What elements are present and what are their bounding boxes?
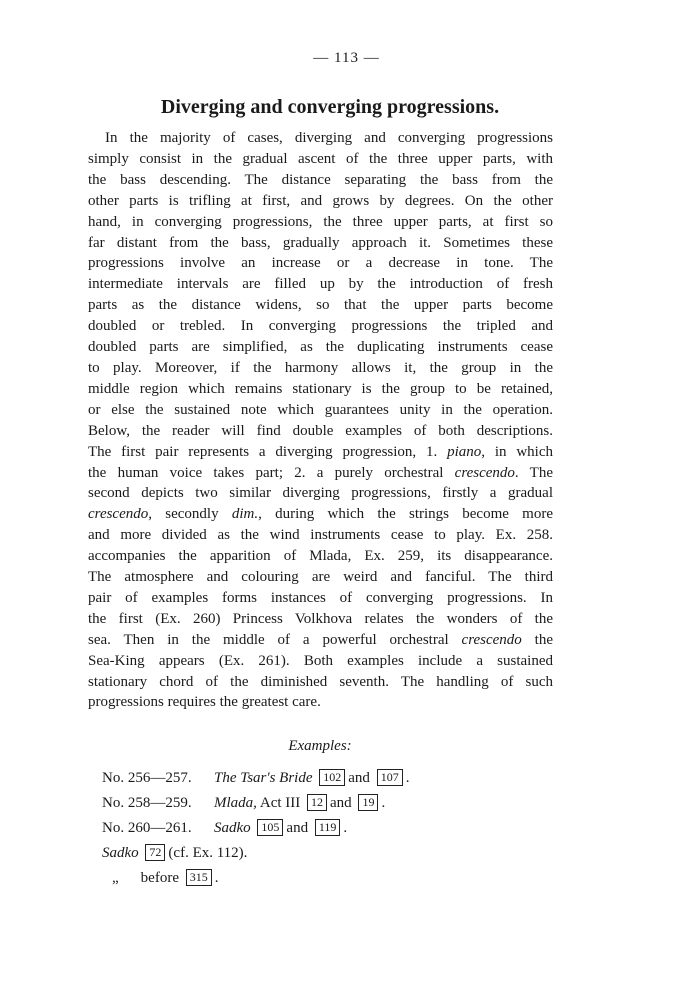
act-label: Act III — [259, 795, 301, 811]
text-line: Below, the reader will find double examples of both descriptions. — [88, 422, 553, 439]
text-line: the bass descending. The distance separating the bass from the — [88, 171, 553, 188]
text-line: or else the sustained note which guarantees unity in the operation. — [88, 401, 553, 418]
text-line: stationary chord of the diminished seventh. The handling of such — [88, 673, 553, 690]
text-line: sea. Then in the middle of a powerful orchestral crescendo the — [88, 631, 553, 648]
body-paragraph — [88, 128, 553, 713]
page-number: — 113 — — [313, 50, 380, 66]
example-number: No. 258—259. — [102, 795, 192, 811]
text-line: The atmosphere and colouring are weird and fanciful. The third — [88, 569, 553, 586]
example-row — [102, 816, 562, 841]
rehearsal-number-box: 315 — [186, 869, 212, 886]
text-line: and more divided as the wind instruments cease to play. Ex. 258. — [88, 527, 553, 544]
text-line: parts as the distance widens, so that the upper parts become — [88, 297, 553, 314]
examples-heading: Examples: — [288, 738, 352, 754]
conjunction: and — [348, 770, 370, 786]
rehearsal-number-box: 12 — [307, 794, 327, 811]
rehearsal-number-box: 19 — [358, 794, 378, 811]
punctuation: . — [214, 870, 219, 886]
conjunction: and — [286, 820, 309, 836]
text-line: accompanies the apparition of Mlada, Ex. 259, its disappearance. — [88, 548, 553, 565]
work-title: Sadko — [214, 820, 251, 836]
rehearsal-number-box: 72 — [145, 844, 165, 861]
text-line: to play. Moreover, if the harmony allows it, the group in the — [88, 359, 553, 376]
work-title: The Tsar's Bride — [214, 770, 313, 786]
cross-reference: (cf. Ex. 112). — [168, 845, 248, 861]
section-title: Diverging and converging progressions. — [160, 96, 500, 118]
example-row — [102, 791, 562, 816]
example-number: No. 256—257. — [102, 770, 192, 786]
text-line: progressions involve an increase or a decrease in tone. The — [88, 255, 553, 272]
example-row — [102, 766, 562, 791]
rehearsal-number-box: 107 — [377, 769, 403, 786]
punctuation: . — [343, 820, 348, 836]
text-line: progressions requires the greatest care. — [88, 694, 321, 711]
text-line: the human voice takes part; 2. a purely orchestral crescendo. The — [88, 464, 553, 481]
example-row — [102, 866, 562, 891]
text-line: hand, in converging progressions, the three upper parts, at first so — [88, 213, 553, 230]
text-line: middle region which remains stationary is the group to be retained, — [88, 380, 553, 397]
punctuation: . — [405, 770, 410, 786]
rehearsal-number-box: 119 — [315, 819, 341, 836]
work-title: Mlada, — [214, 795, 257, 811]
rehearsal-number-box: 102 — [319, 769, 345, 786]
examples-list — [102, 766, 562, 891]
text-line: Sea-King appears (Ex. 261). Both examples include a sustained — [88, 652, 553, 669]
text-line: doubled parts are simplified, as the duplicating instruments cease — [88, 339, 553, 356]
text-line: intermediate intervals are filled up by the introduction of fresh — [88, 276, 553, 293]
ditto-mark: „ — [112, 870, 119, 886]
example-row — [102, 841, 562, 866]
text-line: far distant from the bass, gradually approach it. Sometimes these — [88, 234, 553, 251]
text-line: crescendo, secondly dim., during which the strings become more — [88, 506, 553, 523]
text-line: second depicts two similar diverging progressions, firstly a gradual — [88, 485, 553, 502]
conjunction: and — [330, 795, 352, 811]
text-line: the first (Ex. 260) Princess Volkhova relates the wonders of the — [88, 610, 553, 627]
text-line: doubled or trebled. In converging progressions the tripled and — [88, 318, 553, 335]
text-line: simply consist in the gradual ascent of the three upper parts, with — [88, 150, 553, 167]
text-line: In the majority of cases, diverging and converging progressions — [105, 130, 553, 146]
position-word: before — [140, 870, 179, 886]
rehearsal-number-box: 105 — [257, 819, 283, 836]
text-line: The first pair represents a diverging progression, 1. piano, in which — [88, 443, 553, 460]
punctuation: . — [381, 795, 386, 811]
text-line: other parts is trifling at first, and grows by degrees. On the other — [88, 192, 553, 209]
example-number: No. 260—261. — [102, 820, 192, 836]
text-line: pair of examples forms instances of converging progressions. In — [88, 589, 553, 606]
work-title: Sadko — [102, 845, 139, 861]
